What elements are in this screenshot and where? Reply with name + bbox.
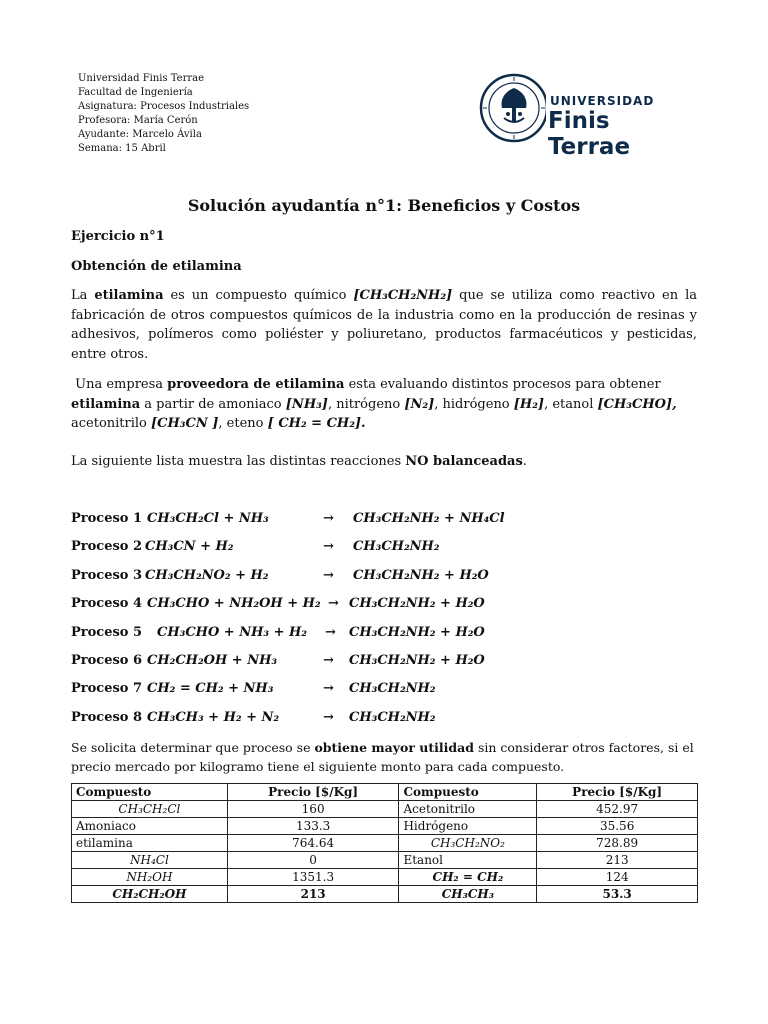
company-text-e: a partir de amoniaco [144, 396, 282, 412]
table-cell: 1351.3 [227, 869, 399, 886]
process-row [71, 511, 711, 531]
formula-ch3cho: [CH₃CHO], [597, 396, 677, 412]
list-intro-b: NO balanceadas [405, 454, 523, 469]
company-text-g: , nitrógeno [327, 396, 401, 412]
university-logo [478, 68, 698, 160]
process-reactants: CH₃CHO + NH₃ + H₂ [157, 625, 308, 640]
process-label: Proceso 5 [71, 625, 143, 640]
table-cell: Etanol [399, 852, 537, 869]
company-text-a: Una empresa [75, 377, 164, 392]
formula-eteno: [ CH₂ = CH₂]. [267, 416, 366, 431]
intro-etilamina: etilamina [94, 288, 164, 303]
process-row [71, 539, 711, 559]
process-row [71, 625, 711, 645]
table-header: Precio [$/Kg] [227, 784, 399, 801]
exercise-heading: Ejercicio n°1 [71, 229, 165, 244]
table-cell: 0 [227, 852, 399, 869]
question-highlight: obtiene mayor utilidad [314, 740, 474, 755]
process-label: Proceso 4 [71, 596, 143, 611]
process-products: CH₃CH₂NH₂ + H₂O [353, 568, 489, 583]
process-products: CH₃CH₂NH₂ + H₂O [349, 596, 485, 611]
company-etilamina: etilamina [71, 396, 141, 412]
table-cell: 53.3 [537, 886, 698, 903]
process-label: Proceso 1 [71, 511, 143, 526]
table-cell: CH₂ = CH₂ [399, 869, 537, 886]
table-cell: 35.56 [537, 818, 698, 835]
process-products: CH₃CH₂NH₂ + H₂O [349, 653, 485, 668]
process-label: Proceso 6 [71, 653, 143, 668]
process-arrow: → [323, 568, 334, 583]
list-intro [71, 452, 697, 472]
price-table [71, 783, 698, 903]
process-reactants: CH₂CH₂OH + NH₃ [147, 653, 278, 668]
table-header: Compuesto [399, 784, 537, 801]
table-header: Compuesto [72, 784, 228, 801]
company-text-k: , eteno [218, 416, 264, 431]
process-products: CH₃CH₂NH₂ + NH₄Cl [353, 511, 505, 526]
formula-n2: [N₂] [404, 396, 435, 412]
table-row [72, 801, 698, 818]
process-products: CH₃CH₂NH₂ [349, 710, 436, 725]
header-faculty: Facultad de Ingeniería [78, 87, 193, 98]
table-cell: CH₃CH₂NO₂ [399, 835, 537, 852]
process-label: Proceso 2 [71, 539, 143, 554]
table-cell: 764.64 [227, 835, 399, 852]
header-course: Asignatura: Procesos Industriales [78, 101, 250, 112]
table-row [72, 818, 698, 835]
table-cell: Hidrógeno [399, 818, 537, 835]
process-label: Proceso 3 [71, 568, 143, 583]
process-row [71, 653, 711, 673]
question-paragraph [71, 738, 701, 776]
process-arrow: → [325, 625, 336, 640]
header-assistant: Ayudante: Marcelo Ávila [78, 129, 202, 140]
process-reactants: CH₃CH₂NO₂ + H₂ [145, 568, 269, 583]
process-label: Proceso 8 [71, 710, 143, 725]
table-cell: CH₂CH₂OH [72, 886, 228, 903]
process-arrow: → [323, 710, 334, 725]
table-cell: CH₃CH₂Cl [72, 801, 228, 818]
formula-nh3: [NH₃] [285, 396, 328, 412]
section-subtitle: Obtención de etilamina [71, 259, 242, 274]
document-header [78, 72, 249, 156]
table-cell: CH₃CH₃ [399, 886, 537, 903]
table-cell: 124 [537, 869, 698, 886]
seal-icon [478, 68, 546, 150]
intro-text-2: es un compuesto químico [170, 288, 347, 303]
process-reactants: CH₂ = CH₂ + NH₃ [147, 681, 274, 696]
table-cell: Amoniaco [72, 818, 228, 835]
logo-word-finis-terrae: Finis Terrae [548, 108, 631, 160]
table-header-row [72, 784, 698, 801]
table-cell: 728.89 [537, 835, 698, 852]
company-text-i: , etanol [544, 396, 594, 412]
process-label: Proceso 7 [71, 681, 143, 696]
formula-ch3cn: [CH₃CN ] [151, 416, 219, 431]
company-text-j: acetonitrilo [71, 416, 147, 431]
table-cell: etilamina [72, 835, 228, 852]
list-intro-c: . [522, 454, 527, 469]
table-header: Precio [$/Kg] [537, 784, 698, 801]
company-text-c: esta evaluando distintos procesos para obtener [348, 377, 661, 392]
process-reactants: CH₃CN + H₂ [145, 539, 234, 554]
table-row [72, 886, 698, 903]
process-reactants: CH₃CH₃ + H₂ + N₂ [147, 710, 280, 725]
question-text-a: Se solicita determinar que proceso se [71, 740, 311, 755]
process-row [71, 681, 711, 701]
header-university: Universidad Finis Terrae [78, 73, 205, 84]
header-week: Semana: 15 Abril [78, 143, 166, 154]
company-provider: proveedora de etilamina [167, 377, 345, 392]
page-title: Solución ayudantía n°1: Beneficios y Costos [187, 196, 581, 215]
header-professor: Profesora: María Cerón [78, 115, 198, 126]
process-arrow: → [323, 653, 334, 668]
table-cell: NH₂OH [72, 869, 228, 886]
process-row [71, 710, 711, 730]
intro-text-3: que se utiliza como reactivo en la fabricación de otros compuestos químicos de la industria como en la producción de resinas y adhesivos, polímeros como poliéster y poliuretano, productos farmacéuticos y pesticidas, entre otros. [71, 288, 697, 363]
process-reactants: CH₃CH₂Cl + NH₃ [147, 511, 269, 526]
process-arrow: → [323, 539, 334, 554]
process-reactants: CH₃CHO + NH₂OH + H₂ [147, 596, 321, 611]
table-cell: NH₄Cl [72, 852, 228, 869]
table-cell: 160 [227, 801, 399, 818]
process-arrow: → [323, 681, 334, 696]
process-products: CH₃CH₂NH₂ [349, 681, 436, 696]
company-text-h: , hidrógeno [434, 396, 510, 412]
logo-word-universidad: UNIVERSIDAD [550, 94, 655, 108]
table-cell: 133.3 [227, 818, 399, 835]
intro-text-1: La [71, 288, 88, 303]
intro-paragraph [71, 286, 697, 365]
process-arrow: → [323, 511, 334, 526]
table-cell: 213 [537, 852, 698, 869]
intro-formula: [CH₃CH₂NH₂] [353, 288, 453, 303]
process-arrow: → [328, 596, 339, 611]
process-row [71, 568, 711, 588]
question-text-c: sin considerar otros factores, si el precio mercado por kilogramo tiene el siguiente monto para cada compuesto. [71, 740, 694, 774]
table-cell: Acetonitrilo [399, 801, 537, 818]
table-cell: 452.97 [537, 801, 698, 818]
table-row [72, 869, 698, 886]
process-products: CH₃CH₂NH₂ + H₂O [349, 625, 485, 640]
list-intro-a: La siguiente lista muestra las distintas reacciones [71, 454, 402, 469]
company-paragraph [71, 375, 697, 434]
process-row [71, 596, 711, 616]
formula-h2: [H₂] [513, 396, 545, 412]
table-row [72, 835, 698, 852]
process-products: CH₃CH₂NH₂ [353, 539, 440, 554]
table-row [72, 852, 698, 869]
table-cell: 213 [227, 886, 399, 903]
